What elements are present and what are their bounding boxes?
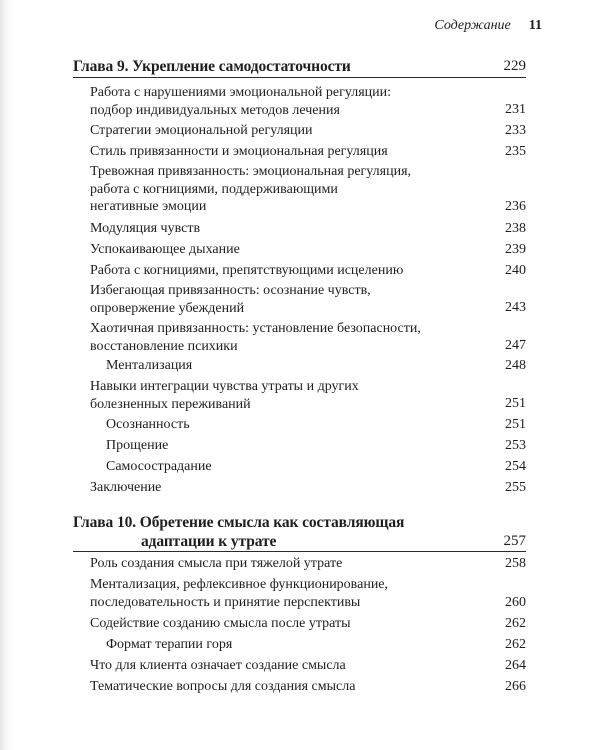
toc-entry-page: 239 bbox=[505, 242, 526, 257]
chapter-divider bbox=[73, 77, 526, 78]
toc-entry-page: 266 bbox=[505, 679, 526, 694]
toc-entry-page: 233 bbox=[505, 123, 526, 138]
header-page-number: 11 bbox=[528, 18, 542, 33]
toc-entry-page: 248 bbox=[505, 358, 526, 373]
toc-entry-title[interactable]: Хаотичная привязанность: установление безопасности, восстановление психики bbox=[90, 321, 421, 354]
chapter-9-title[interactable]: Глава 9. Укрепление самодостаточности bbox=[73, 58, 351, 75]
toc-entry-page: 254 bbox=[505, 459, 526, 474]
toc-subentry-title[interactable]: Осознанность bbox=[106, 417, 190, 432]
chapter-9-page: 229 bbox=[503, 58, 526, 74]
toc-entry-title[interactable]: Ментализация, рефлексивное функционирование, последовательность и принятие перспективы bbox=[90, 577, 389, 610]
toc-entry-page: 255 bbox=[505, 480, 526, 495]
toc-entry-title[interactable]: Успокаивающее дыхание bbox=[90, 242, 240, 257]
toc-entry-title[interactable]: Работа с когнициями, препятствующими исцелению bbox=[90, 263, 404, 278]
toc-entry-page: 243 bbox=[505, 300, 526, 315]
toc-entry-title[interactable]: Избегающая привязанность: осознание чувств, опровержение убеждений bbox=[90, 283, 371, 316]
toc-entry-page: 262 bbox=[505, 616, 526, 631]
toc-entry-page: 240 bbox=[505, 263, 526, 278]
toc-entry-page: 262 bbox=[505, 637, 526, 652]
toc-subentry-title[interactable]: Формат терапии горя bbox=[106, 637, 233, 652]
toc-entry-page: 235 bbox=[505, 144, 526, 159]
toc-entry-title[interactable]: Тематические вопросы для создания смысла bbox=[90, 679, 356, 694]
toc-entry-title[interactable]: Что для клиента означает создание смысла bbox=[90, 658, 346, 673]
toc-entry-title[interactable]: Навыки интеграции чувства утраты и других болезненных переживаний bbox=[90, 379, 359, 412]
toc-entry-page: 258 bbox=[505, 556, 526, 571]
toc-entry-title[interactable]: Работа с нарушениями эмоциональной регуляции: подбор индивидуальных методов лечения bbox=[90, 85, 391, 118]
page-edge-shadow bbox=[0, 0, 14, 750]
toc-entry-title[interactable]: Роль создания смысла при тяжелой утрате bbox=[90, 556, 343, 571]
toc-entry-page: 247 bbox=[505, 338, 526, 353]
toc-entry-title[interactable]: Стиль привязанности и эмоциональная регуляция bbox=[90, 144, 388, 159]
toc-entry-page: 253 bbox=[505, 438, 526, 453]
toc-entry-page: 238 bbox=[505, 221, 526, 236]
chapter-10-title[interactable]: Глава 10. Обретение смысла как составляющая адаптации к утрате bbox=[73, 514, 405, 550]
toc-entry-title[interactable]: Модуляция чувств bbox=[90, 221, 201, 236]
toc-entry-page: 231 bbox=[505, 102, 526, 117]
toc-subentry-title[interactable]: Ментализация bbox=[106, 358, 193, 373]
chapter-10-page: 257 bbox=[503, 533, 526, 549]
toc-entry-page: 251 bbox=[505, 396, 526, 411]
toc-entry-title[interactable]: Содействие созданию смысла после утраты bbox=[90, 616, 351, 631]
chapter-divider bbox=[73, 551, 526, 552]
toc-entry-page: 236 bbox=[505, 199, 526, 214]
toc-entry-title[interactable]: Заключение bbox=[90, 480, 162, 495]
toc-entry-title[interactable]: Тревожная привязанность: эмоциональная регуляция, работа с когнициями, поддерживающими негативные эмоции bbox=[90, 164, 412, 214]
running-header bbox=[434, 18, 542, 34]
toc-entry-title[interactable]: Стратегии эмоциональной регуляции bbox=[90, 123, 313, 138]
header-section-title: Содержание bbox=[434, 18, 511, 33]
toc-entry-page: 251 bbox=[505, 417, 526, 432]
toc-entry-page: 264 bbox=[505, 658, 526, 673]
toc-subentry-title[interactable]: Самосострадание bbox=[106, 459, 212, 474]
toc-subentry-title[interactable]: Прощение bbox=[106, 438, 169, 453]
toc-entry-page: 260 bbox=[505, 595, 526, 610]
